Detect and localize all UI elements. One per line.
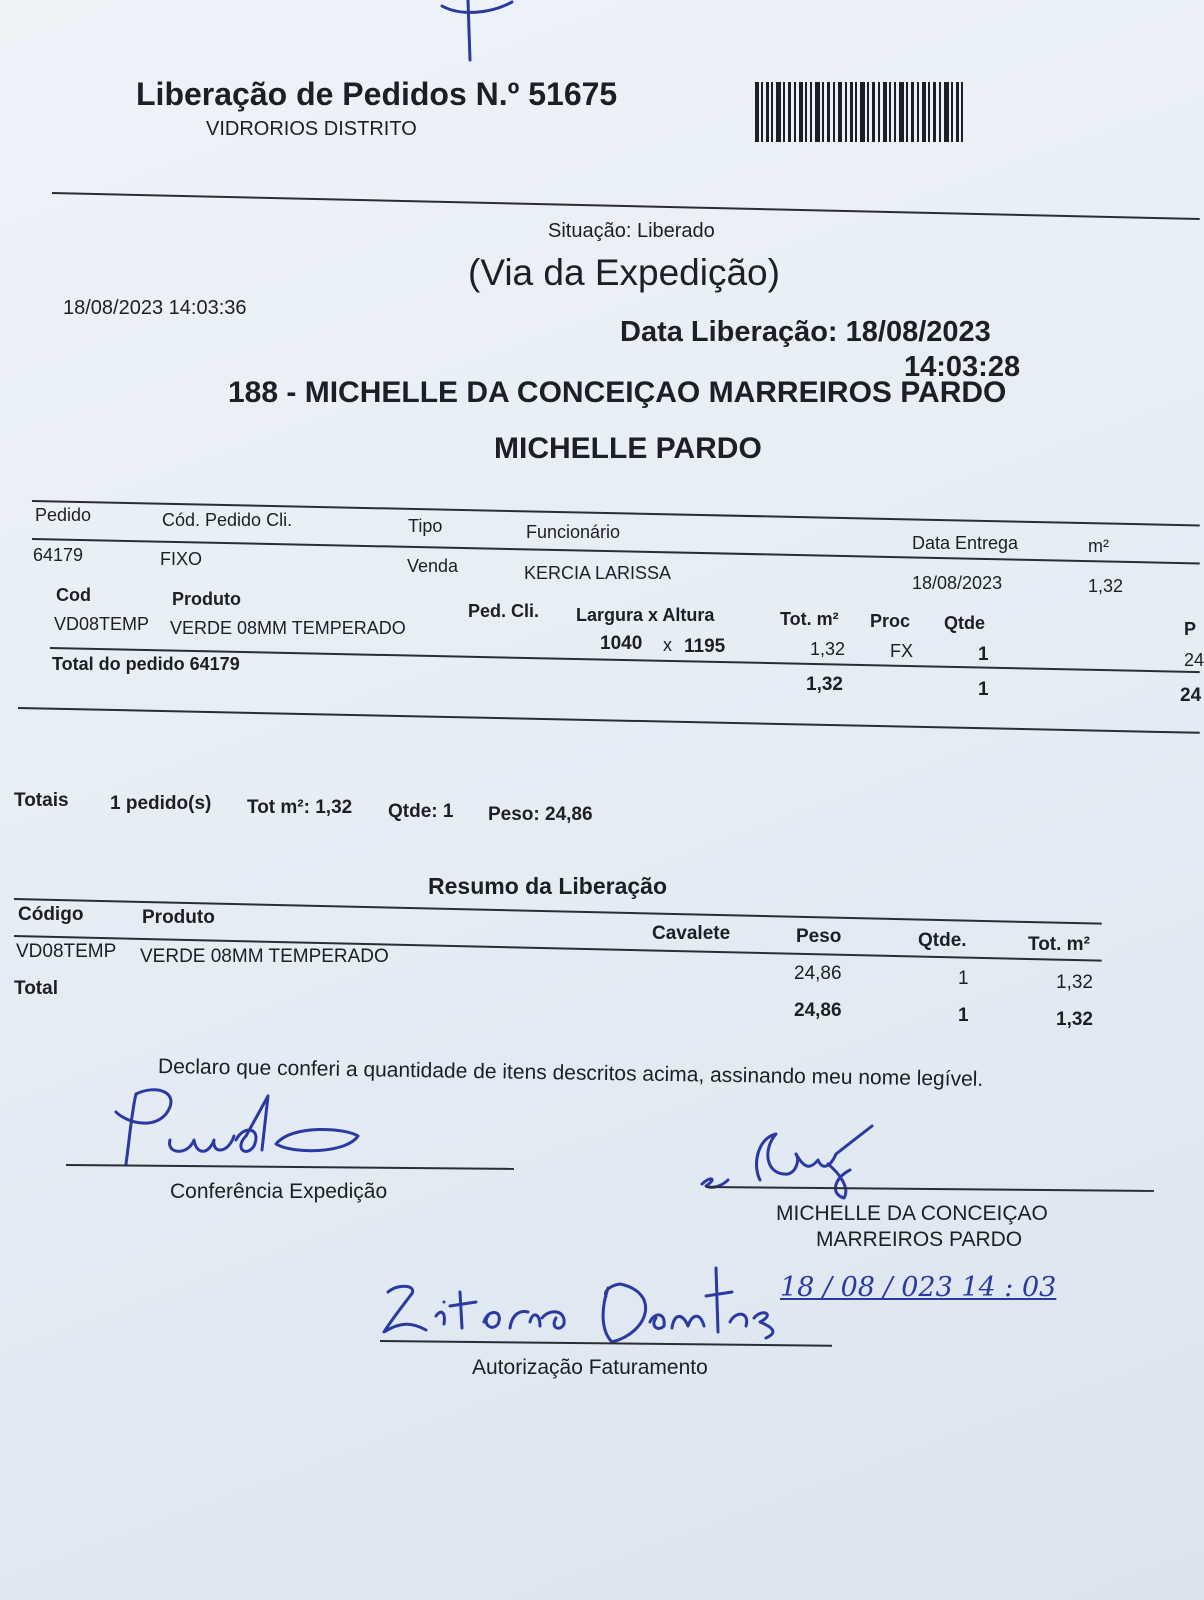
header-divider: [52, 192, 1200, 220]
resumo-tot-m2: 1,32: [1056, 972, 1093, 993]
header-m2: m²: [1088, 536, 1109, 556]
resumo-header-tot-m2: Tot. m²: [1028, 934, 1090, 955]
data-liberacao-time: 14:03:28: [904, 351, 1021, 383]
totais-peso: Peso: 24,86: [488, 804, 593, 825]
total-pedido-qtde: 1: [978, 679, 989, 700]
resumo-total-tot-m2: 1,32: [1056, 1009, 1093, 1030]
signature-client: [700, 1124, 900, 1204]
totais-pedidos: 1 pedido(s): [110, 793, 212, 814]
cell-tipo: Venda: [407, 556, 459, 576]
client-name: 188 - MICHELLE DA CONCEIÇAO MARREIROS PARDO: [228, 376, 1007, 409]
item-header-tot-m2: Tot. m²: [780, 609, 839, 629]
resumo-qtde: 1: [958, 968, 969, 989]
totais-tot-m2: Tot m²: 1,32: [247, 797, 353, 818]
item-proc: FX: [890, 641, 914, 661]
cell-funcionario: KERCIA LARISSA: [524, 563, 672, 583]
cell-data-entrega: 18/08/2023: [912, 573, 1003, 593]
resumo-total-peso: 24,86: [794, 1000, 842, 1021]
item-altura: 1195: [684, 636, 726, 657]
resumo-header-qtde: Qtde.: [918, 930, 967, 951]
resumo-title: Resumo da Liberação: [428, 873, 668, 899]
total-pedido-m2: 1,32: [806, 674, 843, 695]
resumo-total-label: Total: [14, 978, 58, 999]
header-funcionario: Funcionário: [526, 522, 621, 542]
resumo-peso: 24,86: [794, 963, 842, 984]
barcode: [755, 82, 963, 142]
item-header-largura-altura: Largura x Altura: [576, 605, 715, 625]
item-header-cod: Cod: [56, 585, 91, 605]
resumo-header-peso: Peso: [796, 926, 842, 947]
cell-pedido: 64179: [33, 545, 84, 565]
header-pedido: Pedido: [35, 505, 92, 525]
via-label: (Via da Expedição): [468, 252, 780, 293]
resumo-header-codigo: Código: [18, 904, 84, 925]
autorizacao-faturamento-label: Autorização Faturamento: [472, 1356, 708, 1379]
cell-cod-pedido-cli: FIXO: [160, 549, 203, 569]
item-produto: VERDE 08MM TEMPERADO: [170, 618, 406, 638]
resumo-header-produto: Produto: [142, 907, 215, 928]
totais-label: Totais: [14, 790, 69, 811]
header-data-entrega: Data Entrega: [912, 533, 1019, 553]
total-pedido-label: Total do pedido 64179: [52, 654, 240, 674]
total-pedido-peso-cut: 24: [1180, 685, 1202, 706]
item-header-qtde: Qtde: [944, 613, 986, 633]
cell-m2: 1,32: [1088, 576, 1124, 596]
totais-qtde: Qtde: 1: [388, 801, 454, 822]
handwritten-mark-top: [420, 0, 540, 70]
signature-vitoria-dantas: [380, 1262, 800, 1352]
header-cod-pedido-cli: Cód. Pedido Cli.: [162, 510, 293, 530]
item-cod: VD08TEMP: [54, 614, 150, 634]
situacao-status: Situação: Liberado: [548, 220, 715, 242]
resumo-header-cavalete: Cavalete: [652, 923, 731, 944]
item-header-peso-cut: P: [1184, 619, 1197, 639]
item-x: x: [663, 635, 672, 655]
document-title: Liberação de Pedidos N.º 51675: [136, 76, 618, 112]
resumo-total-qtde: 1: [958, 1005, 969, 1026]
client-short-name: MICHELLE PARDO: [494, 432, 762, 465]
item-peso-cut: 24: [1184, 650, 1204, 670]
company-name: VIDRORIOS DISTRITO: [206, 118, 417, 140]
signature-paulo: [96, 1084, 376, 1174]
item-largura: 1040: [600, 633, 643, 654]
conferencia-expedicao-label: Conferência Expedição: [170, 1180, 388, 1203]
print-datetime: 18/08/2023 14:03:36: [63, 297, 247, 319]
item-header-produto: Produto: [172, 589, 241, 609]
declaration-text: Declaro que conferi a quantidade de itens descritos acima, assinando meu nome legível.: [157, 1055, 984, 1091]
handwritten-date: 18 / 08 / 023 14 : 03: [780, 1272, 1057, 1303]
client-signature-name-line1: MICHELLE DA CONCEIÇAO: [776, 1202, 1048, 1225]
item-header-ped-cli: Ped. Cli.: [468, 601, 540, 621]
item-header-proc: Proc: [870, 611, 911, 631]
item-qtde: 1: [978, 644, 989, 665]
client-signature-name-line2: MARREIROS PARDO: [816, 1228, 1023, 1251]
data-liberacao: Data Liberação: 18/08/2023: [620, 316, 991, 348]
item-tot-m2: 1,32: [810, 639, 846, 659]
header-tipo: Tipo: [408, 516, 443, 536]
resumo-produto: VERDE 08MM TEMPERADO: [140, 946, 389, 967]
resumo-codigo: VD08TEMP: [16, 941, 117, 962]
order-table-bottom-rule: [18, 707, 1200, 734]
